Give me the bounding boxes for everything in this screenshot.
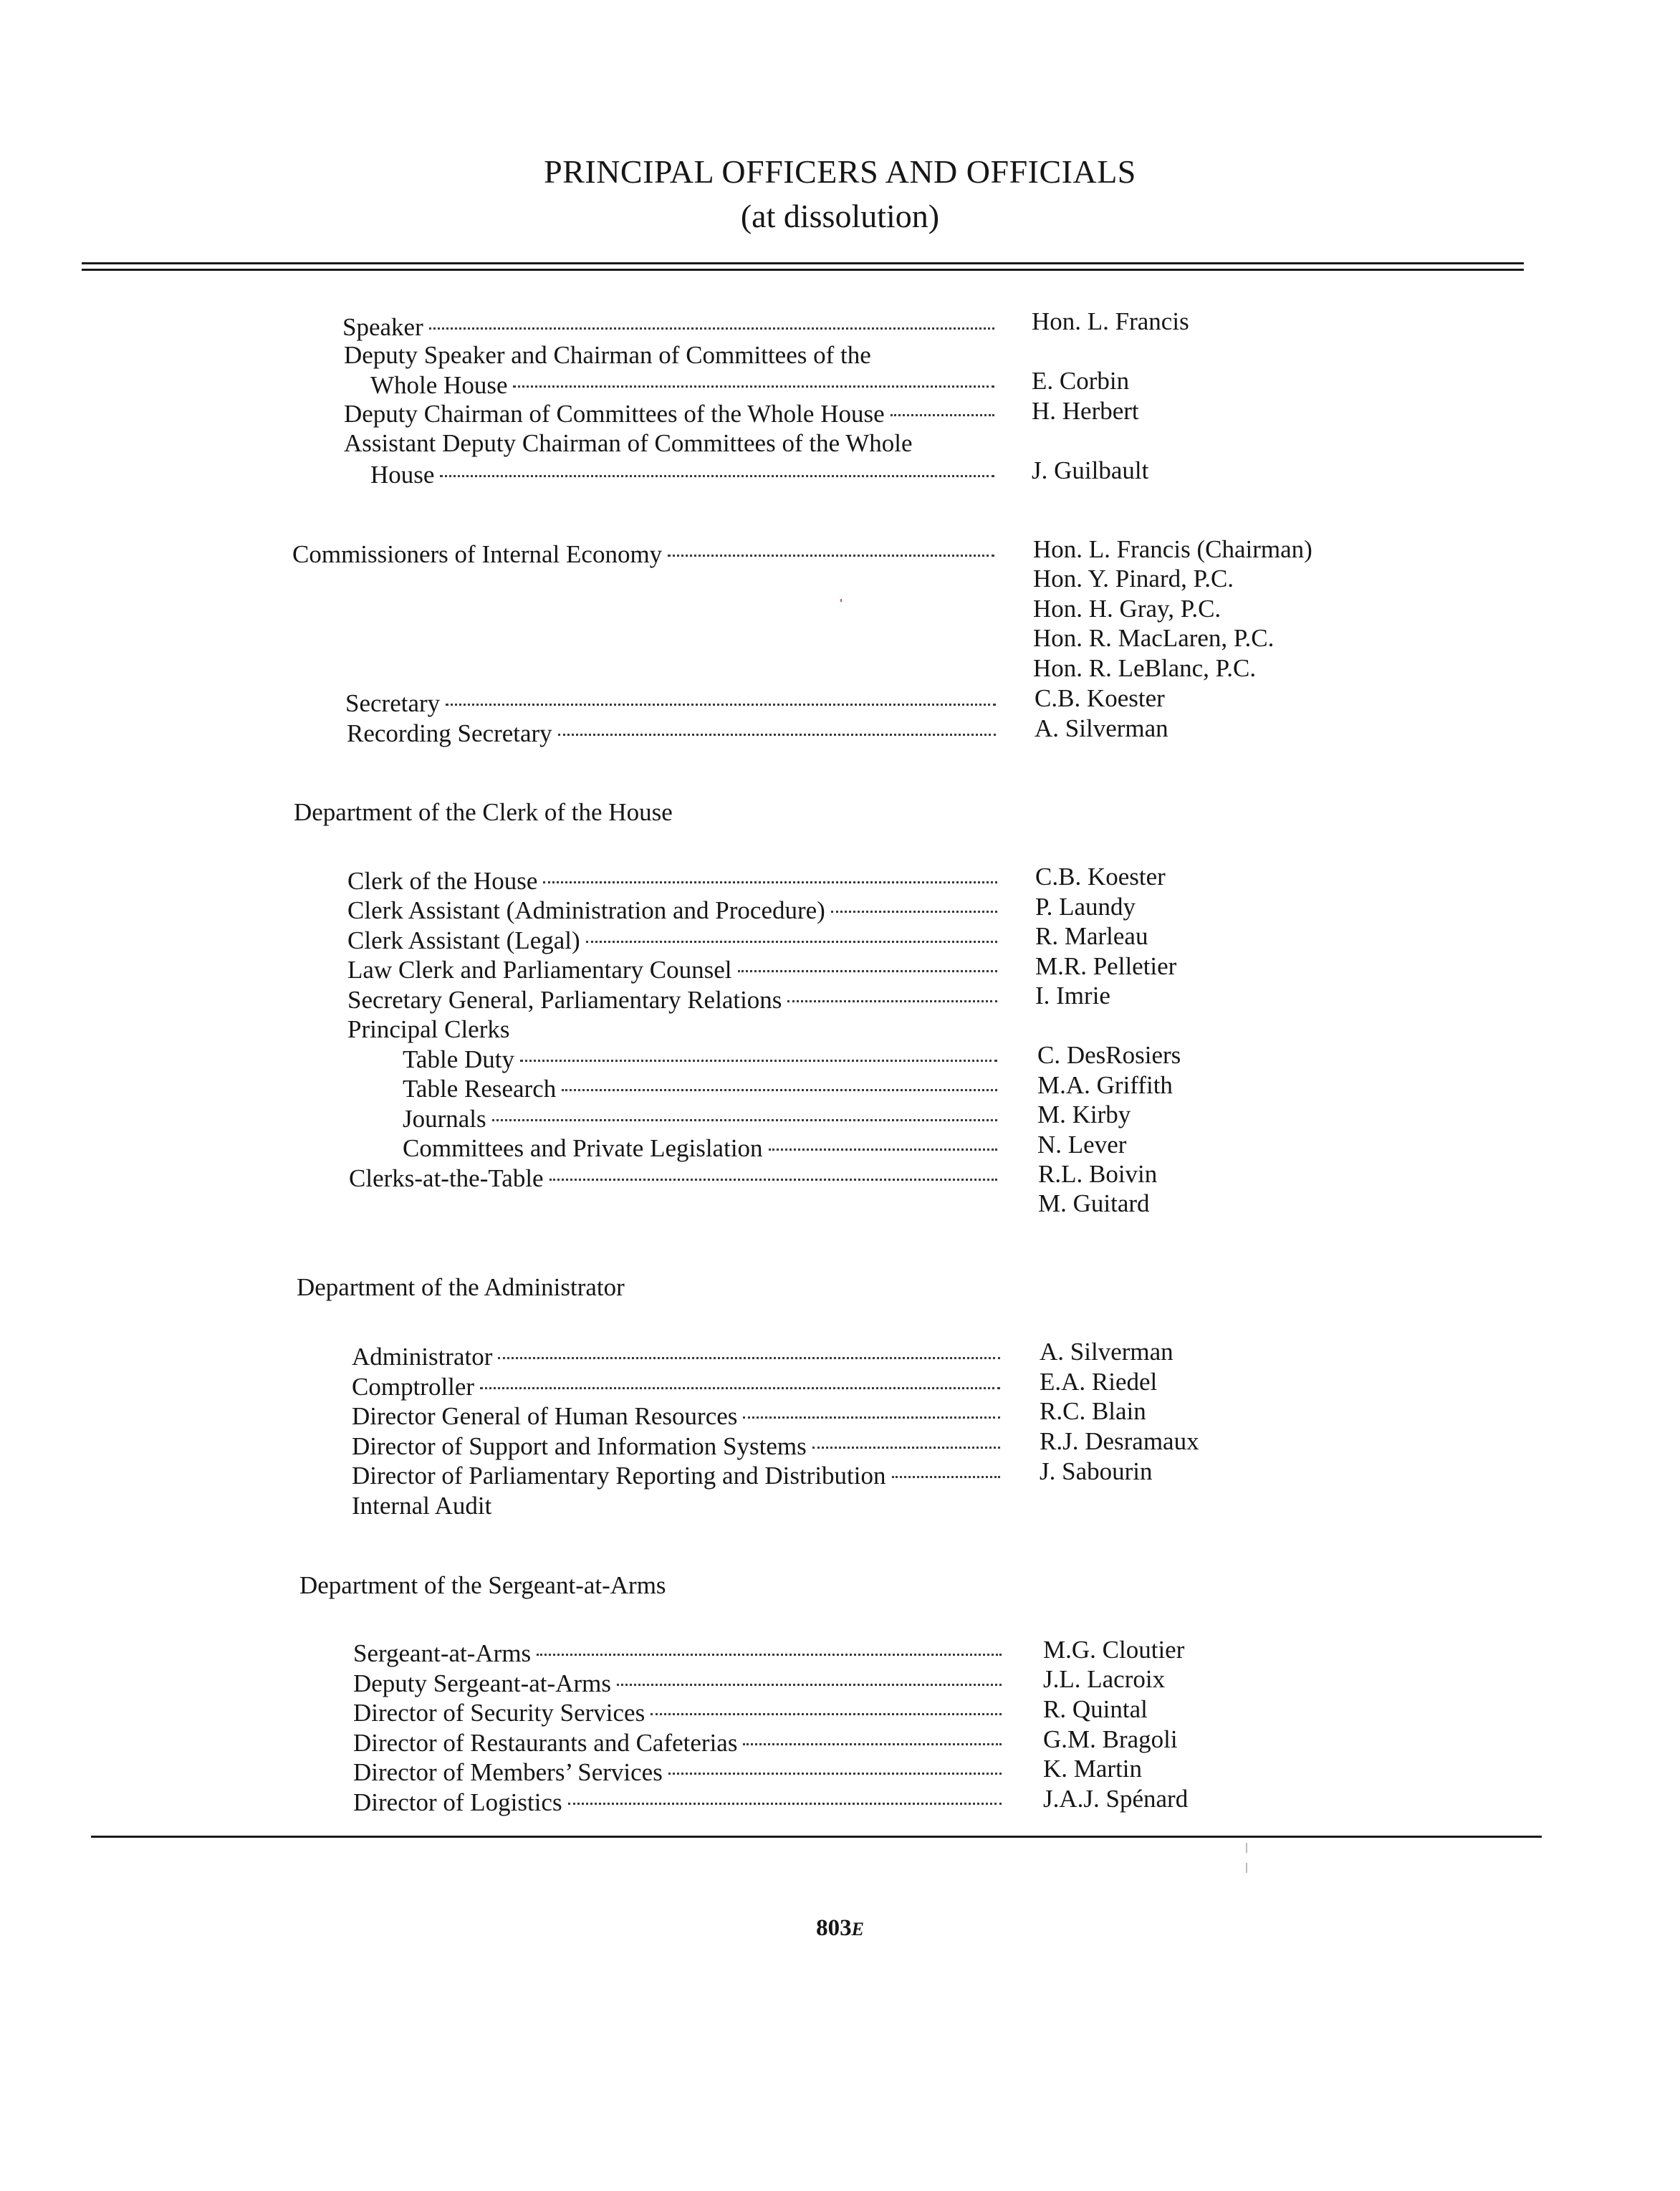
dot-leader <box>537 1654 1002 1656</box>
entry-label: Director of Parliamentary Reporting and Distribution <box>352 1462 886 1490</box>
entry-name: R.L. Boivin <box>1038 1160 1158 1188</box>
entry-name: R. Quintal <box>1043 1695 1148 1723</box>
dot-leader <box>520 1060 997 1062</box>
entry-label: Director of Security Services <box>353 1699 645 1727</box>
entry-secretary-general <box>347 984 1002 1017</box>
entry-deputy-speaker-line1: Deputy Speaker and Chairman of Committees of the <box>344 341 871 369</box>
entry-label: House <box>370 461 435 489</box>
entry-name: J.A.J. Spénard <box>1043 1785 1189 1813</box>
entry-name: R. Marleau <box>1035 922 1148 950</box>
entry-label: Administrator <box>352 1343 493 1371</box>
entry-comptroller <box>352 1371 1004 1404</box>
entry-name: C.B. Koester <box>1035 863 1166 891</box>
entry-label: Director of Members’ Services <box>353 1758 663 1786</box>
entry-label: Recording Secretary <box>347 719 552 747</box>
entry-name: M. Guitard <box>1038 1189 1150 1217</box>
entry-table-duty <box>403 1043 1002 1076</box>
entry-name: I. Imrie <box>1035 982 1110 1010</box>
entry-name: M.R. Pelletier <box>1035 952 1177 980</box>
entry-label: Director of Support and Information Systems <box>352 1432 807 1460</box>
entry-label: Table Duty <box>403 1045 514 1073</box>
commissioner-name: Hon. R. MacLaren, P.C. <box>1033 624 1275 652</box>
dot-leader <box>480 1387 1000 1389</box>
entry-members-services <box>353 1756 1006 1789</box>
entry-name: K. Martin <box>1043 1755 1143 1783</box>
entry-label: Deputy Chairman of Committees of the Whole House <box>344 400 885 428</box>
entry-label: Clerk Assistant (Legal) <box>347 926 580 954</box>
entry-assistant-deputy-line1: Assistant Deputy Chairman of Committees of the Whole <box>344 429 913 457</box>
entry-name: P. Laundy <box>1035 893 1136 921</box>
entry-label: Director of Restaurants and Cafeterias <box>353 1729 738 1757</box>
dot-leader <box>812 1447 1000 1449</box>
entry-internal-audit: Internal Audit <box>352 1492 492 1520</box>
entry-name: C. DesRosiers <box>1037 1041 1181 1069</box>
margin-mark <box>1246 1843 1247 1853</box>
entry-label: Secretary <box>345 689 441 717</box>
entry-director-support <box>352 1430 1004 1463</box>
entry-label: Clerk Assistant (Administration and Procedure) <box>347 896 825 924</box>
page-number-value: 803 <box>816 1915 852 1941</box>
entry-name: J. Sabourin <box>1040 1457 1153 1485</box>
entry-recording-secretary <box>347 717 1000 750</box>
entry-assistant-deputy <box>370 459 999 492</box>
section-title-administrator: Department of the Administrator <box>297 1273 625 1301</box>
entry-label: Comptroller <box>352 1373 475 1401</box>
dot-leader <box>568 1803 1002 1805</box>
entry-secretary <box>345 687 1000 720</box>
entry-name: M. Kirby <box>1037 1101 1131 1128</box>
dot-leader <box>492 1119 997 1121</box>
entry-logistics <box>353 1786 1006 1819</box>
dot-leader <box>892 1476 1000 1478</box>
dot-leader <box>498 1357 1000 1359</box>
entry-law-clerk <box>347 954 1002 987</box>
dot-leader <box>831 911 997 913</box>
entry-journals <box>403 1103 1002 1136</box>
dot-leader <box>513 385 994 388</box>
entry-name: Hon. L. Francis <box>1032 307 1189 335</box>
dot-leader <box>743 1416 1000 1419</box>
entry-label: Committees and Private Legislation <box>403 1134 763 1162</box>
entry-table-research <box>403 1073 1002 1106</box>
entry-clerks-at-table <box>349 1162 1002 1195</box>
entry-clerk <box>347 865 1002 898</box>
entry-name: H. Herbert <box>1032 397 1139 425</box>
page-subtitle: (at dissolution) <box>740 198 940 234</box>
entry-label: Clerks-at-the-Table <box>349 1164 544 1192</box>
dot-leader <box>446 704 996 706</box>
entry-director-reporting <box>352 1459 1004 1492</box>
entry-committees <box>403 1132 1002 1165</box>
entry-name: M.G. Cloutier <box>1043 1636 1185 1664</box>
entry-clerk-assistant-legal <box>347 924 1002 957</box>
margin-mark <box>1246 1863 1247 1873</box>
dot-leader <box>617 1684 1002 1686</box>
dot-leader <box>743 1743 1002 1745</box>
dot-leader <box>668 555 994 557</box>
page-number-suffix: E <box>851 1919 864 1940</box>
dot-leader <box>891 414 994 416</box>
entry-label: Commissioners of Internal Economy <box>292 540 663 568</box>
entry-label: Director of Logistics <box>353 1788 562 1816</box>
dot-leader <box>738 970 997 972</box>
entry-label: Deputy Sergeant-at-Arms <box>353 1669 611 1697</box>
commissioner-name: Hon. H. Gray, P.C. <box>1033 595 1221 623</box>
entry-name: J.L. Lacroix <box>1043 1665 1166 1693</box>
header-double-rule <box>82 262 1524 271</box>
dot-leader <box>543 881 997 883</box>
entry-name: R.C. Blain <box>1040 1397 1146 1425</box>
print-speck <box>840 599 842 602</box>
entry-commissioners <box>292 538 999 571</box>
entry-sergeant <box>353 1637 1006 1670</box>
section-title-sergeant: Department of the Sergeant-at-Arms <box>299 1571 666 1599</box>
entry-name: M.A. Griffith <box>1037 1071 1173 1099</box>
entry-name: J. Guilbault <box>1032 456 1149 484</box>
page-title: PRINCIPAL OFFICERS AND OFFICIALS <box>544 153 1136 190</box>
entry-name: R.J. Desramaux <box>1040 1427 1199 1455</box>
entry-director-hr <box>352 1400 1004 1433</box>
commissioner-name: Hon. Y. Pinard, P.C. <box>1033 565 1234 593</box>
entry-label: Director General of Human Resources <box>352 1402 738 1430</box>
entry-administrator <box>352 1341 1004 1373</box>
footer-rule <box>91 1836 1542 1838</box>
entry-label: Whole House <box>370 371 508 399</box>
dot-leader <box>769 1149 997 1151</box>
dot-leader <box>429 327 994 330</box>
section-title-clerk: Department of the Clerk of the House <box>294 798 673 826</box>
entry-name: A. Silverman <box>1040 1338 1173 1366</box>
entry-label: Sergeant-at-Arms <box>353 1639 532 1667</box>
entry-name: N. Lever <box>1037 1131 1127 1159</box>
page-number <box>0 1912 1680 1946</box>
dot-leader <box>440 475 994 477</box>
entry-name: A. Silverman <box>1035 714 1168 742</box>
entry-deputy-chairman <box>344 398 999 431</box>
entry-deputy-sergeant <box>353 1667 1006 1700</box>
entry-name: G.M. Bragoli <box>1043 1725 1178 1753</box>
entry-clerk-assistant-admin <box>347 894 1002 927</box>
entry-name: C.B. Koester <box>1035 684 1165 712</box>
dot-leader <box>549 1179 997 1181</box>
entry-name: E.A. Riedel <box>1040 1368 1158 1396</box>
dot-leader <box>586 941 997 943</box>
dot-leader <box>651 1713 1002 1715</box>
dot-leader <box>668 1773 1002 1775</box>
entry-label: Table Research <box>403 1075 557 1103</box>
entry-label: Journals <box>403 1105 486 1133</box>
entry-label: Secretary General, Parliamentary Relations <box>347 986 782 1014</box>
entry-principal-clerks: Principal Clerks <box>347 1015 510 1043</box>
dot-leader <box>787 1000 997 1002</box>
entry-name: E. Corbin <box>1032 367 1130 395</box>
dot-leader <box>562 1089 997 1091</box>
entry-label: Clerk of the House <box>347 867 538 895</box>
commissioner-name: Hon. L. Francis (Chairman) <box>1033 535 1312 563</box>
entry-restaurants <box>353 1727 1006 1760</box>
commissioner-name: Hon. R. LeBlanc, P.C. <box>1033 654 1257 682</box>
entry-label: Speaker <box>342 313 423 341</box>
entry-label: Law Clerk and Parliamentary Counsel <box>347 956 732 984</box>
entry-security <box>353 1697 1006 1730</box>
dot-leader <box>558 734 996 736</box>
